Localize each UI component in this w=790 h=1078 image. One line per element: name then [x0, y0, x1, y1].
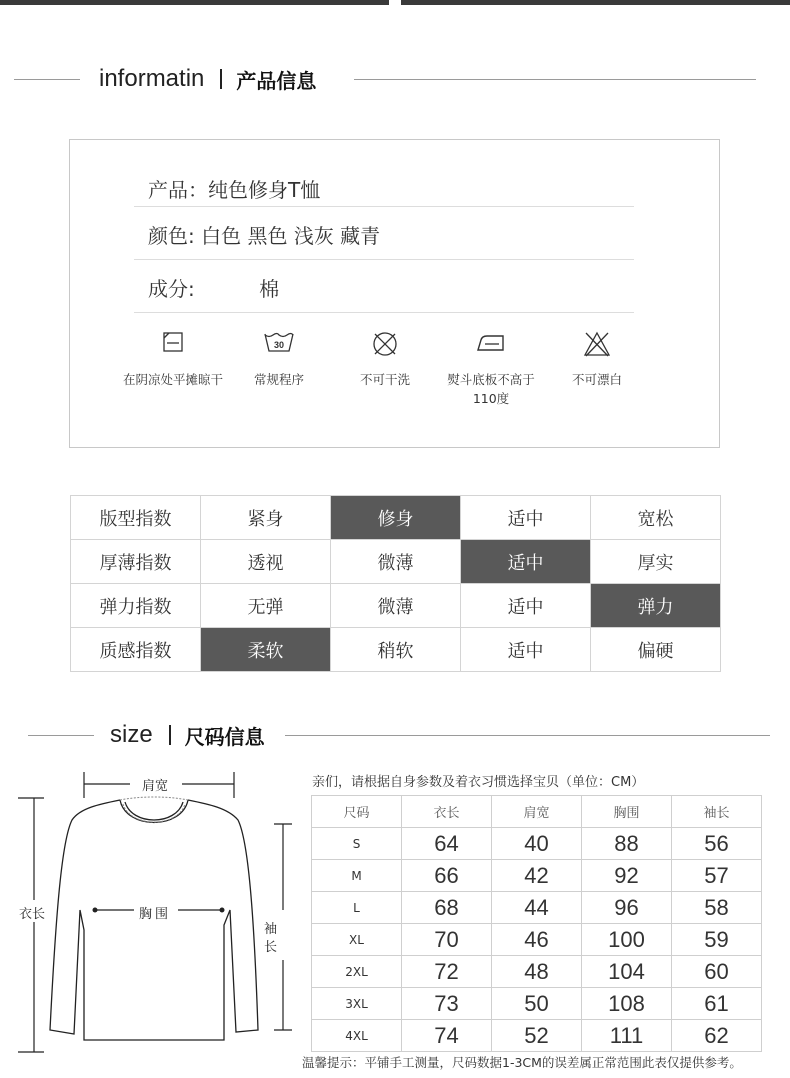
size-name-cell: 3XL — [312, 988, 402, 1020]
size-name-cell: XL — [312, 924, 402, 956]
care-label: 不可漂白 — [571, 372, 622, 387]
size-value-cell: 56 — [672, 828, 762, 860]
divider-left — [14, 79, 80, 80]
index-option: 宽松 — [591, 496, 721, 540]
size-name-cell: 4XL — [312, 1020, 402, 1052]
size-section-title — [110, 718, 265, 752]
index-option: 无弹 — [201, 584, 331, 628]
size-row — [312, 828, 762, 860]
divider-left — [28, 735, 94, 736]
size-value-cell: 92 — [582, 860, 672, 892]
size-value-cell: 50 — [492, 988, 582, 1020]
care-item-no-dry-clean — [330, 330, 440, 389]
size-value-cell: 40 — [492, 828, 582, 860]
size-value-cell: 100 — [582, 924, 672, 956]
size-value-cell: 104 — [582, 956, 672, 988]
size-header-cell: 肩宽 — [492, 796, 582, 828]
care-label: 常规程序 — [253, 372, 304, 387]
fit-index-table — [70, 495, 721, 672]
size-value-cell: 58 — [672, 892, 762, 924]
size-header-row — [312, 796, 762, 828]
size-header-cell: 衣长 — [402, 796, 492, 828]
index-option-selected: 柔软 — [201, 628, 331, 672]
size-value-cell: 48 — [492, 956, 582, 988]
size-value-cell: 52 — [492, 1020, 582, 1052]
product-name-value: 纯色修身T恤 — [208, 178, 321, 202]
index-name: 版型指数 — [71, 496, 201, 540]
wash-30-icon — [263, 330, 295, 354]
measurement-tip: 温馨提示：平铺手工测量，尺码数据1-3CM的误差属正常范围此表仅提供参考。 — [302, 1055, 742, 1070]
product-material-value: 棉 — [259, 277, 280, 301]
size-value-cell: 66 — [402, 860, 492, 892]
title-separator — [220, 69, 222, 89]
index-option: 紧身 — [201, 496, 331, 540]
top-bar-left — [0, 0, 389, 5]
size-value-cell: 96 — [582, 892, 672, 924]
size-name-cell: M — [312, 860, 402, 892]
index-option: 稍软 — [331, 628, 461, 672]
label-length: 衣长 — [19, 907, 46, 922]
size-row — [312, 924, 762, 956]
index-row — [71, 628, 721, 672]
label-sleeve-2: 长 — [264, 940, 278, 955]
size-name-cell: 2XL — [312, 956, 402, 988]
info-divider — [134, 259, 634, 260]
wash-temperature: 30 — [273, 340, 285, 350]
index-option: 适中 — [461, 628, 591, 672]
info-divider — [134, 206, 634, 207]
size-row — [312, 956, 762, 988]
size-name-cell: S — [312, 828, 402, 860]
care-item-wash — [224, 330, 334, 389]
divider-right — [285, 735, 770, 736]
size-row — [312, 1020, 762, 1052]
index-name: 质感指数 — [71, 628, 201, 672]
care-item-dry-flat — [118, 330, 228, 389]
size-row — [312, 892, 762, 924]
index-option-selected: 弹力 — [591, 584, 721, 628]
size-value-cell: 73 — [402, 988, 492, 1020]
index-option: 适中 — [461, 496, 591, 540]
index-option-selected: 修身 — [331, 496, 461, 540]
iron-icon — [475, 330, 507, 354]
info-title-cn: 产品信息 — [236, 68, 317, 93]
index-option: 微薄 — [331, 584, 461, 628]
info-divider — [134, 312, 634, 313]
index-row — [71, 496, 721, 540]
size-row — [312, 988, 762, 1020]
size-value-cell: 111 — [582, 1020, 672, 1052]
label-sleeve-1: 袖 — [264, 922, 278, 937]
size-title-en: size — [110, 721, 153, 748]
index-option: 厚实 — [591, 540, 721, 584]
index-option: 微薄 — [331, 540, 461, 584]
title-separator — [169, 725, 171, 745]
size-value-cell: 72 — [402, 956, 492, 988]
index-option-selected: 适中 — [461, 540, 591, 584]
size-header-cell: 尺码 — [312, 796, 402, 828]
index-row — [71, 540, 721, 584]
product-info-box — [69, 139, 720, 448]
label-chest: 胸围 — [139, 907, 172, 922]
index-row — [71, 584, 721, 628]
product-color-value: 白色 黑色 浅灰 藏青 — [201, 224, 381, 248]
product-color-label: 颜色: — [148, 224, 195, 248]
size-value-cell: 42 — [492, 860, 582, 892]
care-label: 不可干洗 — [359, 372, 410, 387]
size-value-cell: 70 — [402, 924, 492, 956]
size-value-cell: 44 — [492, 892, 582, 924]
no-bleach-icon — [582, 330, 612, 358]
product-material-row — [148, 273, 279, 302]
no-dry-clean-icon — [371, 330, 399, 358]
product-material-label: 成分: — [148, 277, 195, 301]
divider-right — [354, 79, 756, 80]
size-row — [312, 860, 762, 892]
info-title-en: informatin — [99, 65, 205, 92]
size-value-cell: 108 — [582, 988, 672, 1020]
size-value-cell: 61 — [672, 988, 762, 1020]
care-label: 熨斗底板不高于110度 — [447, 372, 535, 406]
index-option: 偏硬 — [591, 628, 721, 672]
index-option: 适中 — [461, 584, 591, 628]
care-label: 在阴凉处平摊晾干 — [122, 372, 223, 387]
label-shoulder: 肩宽 — [142, 779, 169, 794]
size-header-cell: 胸围 — [582, 796, 672, 828]
tshirt-diagram — [0, 760, 305, 1070]
product-name-row — [148, 174, 320, 203]
size-value-cell: 57 — [672, 860, 762, 892]
size-value-cell: 62 — [672, 1020, 762, 1052]
size-value-cell: 64 — [402, 828, 492, 860]
info-section-title — [99, 62, 316, 96]
size-value-cell: 68 — [402, 892, 492, 924]
care-item-iron — [436, 330, 546, 408]
size-title-cn: 尺码信息 — [184, 724, 265, 749]
size-value-cell: 59 — [672, 924, 762, 956]
index-name: 弹力指数 — [71, 584, 201, 628]
size-value-cell: 46 — [492, 924, 582, 956]
size-value-cell: 74 — [402, 1020, 492, 1052]
size-value-cell: 88 — [582, 828, 672, 860]
product-name-label: 产品： — [148, 178, 208, 202]
dry-flat-shade-icon — [161, 330, 185, 354]
size-name-cell: L — [312, 892, 402, 924]
size-note: 亲们，请根据自身参数及着衣习惯选择宝贝（单位：CM） — [312, 775, 645, 790]
top-bar-right — [401, 0, 790, 5]
product-color-row — [148, 220, 380, 249]
care-item-no-bleach — [542, 330, 652, 389]
size-table — [311, 795, 762, 1052]
size-header-cell: 袖长 — [672, 796, 762, 828]
size-value-cell: 60 — [672, 956, 762, 988]
index-option: 透视 — [201, 540, 331, 584]
index-name: 厚薄指数 — [71, 540, 201, 584]
